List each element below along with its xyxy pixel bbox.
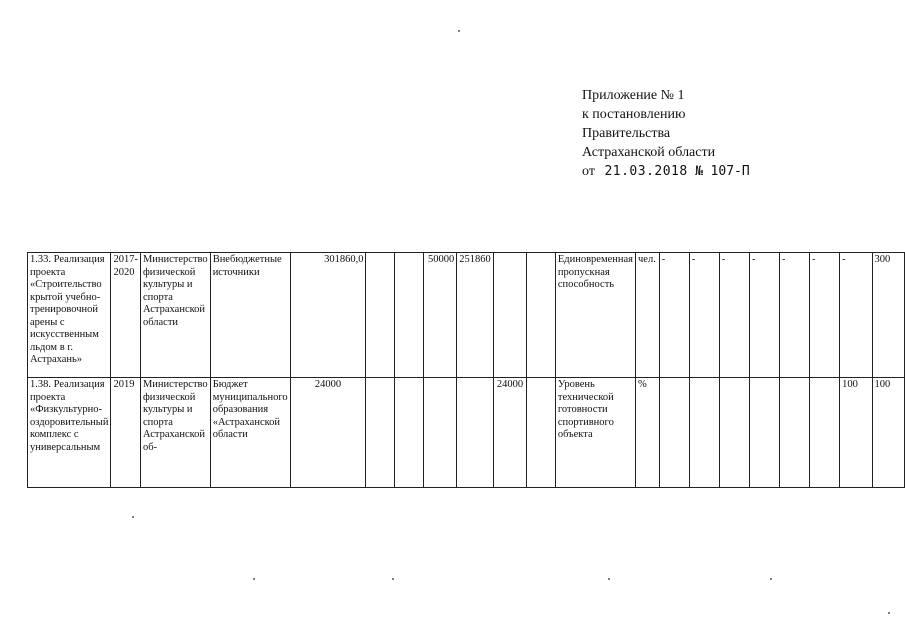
cell-measure-name: 1.33. Реализация проекта «Строительство крытой учебно-тренировочной арены с искусственным льдом в г. Астрахань» [28, 253, 111, 378]
scan-speck [608, 578, 610, 580]
cell-indicator-value [719, 378, 749, 488]
header-region-label: Астраханской области [582, 145, 716, 160]
cell-unit: чел. [636, 253, 660, 378]
cell-year-value [423, 378, 456, 488]
header-date-stamp: 21.03.2018 [604, 164, 688, 179]
cell-indicator-value: 100 [840, 378, 872, 488]
cell-total: 301860,0 [290, 253, 366, 378]
scan-speck [132, 516, 134, 518]
cell-indicator-value: - [780, 253, 810, 378]
cell-indicator-value [689, 378, 719, 488]
cell-indicator-value: - [840, 253, 872, 378]
scan-speck [770, 578, 772, 580]
header-government-label: Правительства [582, 126, 671, 141]
cell-executor: Министерство физической культуры и спорта Астраханской области [140, 253, 210, 378]
cell-funding-source: Внебюджетные источники [210, 253, 290, 378]
table-row [28, 378, 905, 488]
cell-measure-name: 1.38. Реализация проекта «Физкультурно-оздоровительный комплекс с универсальным [28, 378, 111, 488]
cell-indicator-value: - [810, 253, 840, 378]
cell-indicator-value [780, 378, 810, 488]
cell-indicator-value [749, 378, 779, 488]
cell-unit: % [636, 378, 660, 488]
cell-indicator-value: - [749, 253, 779, 378]
cell-indicator-value [659, 378, 689, 488]
scan-speck [458, 30, 460, 32]
scan-speck [392, 578, 394, 580]
cell-year-value: 24000 [493, 378, 526, 488]
header-appendix-number: Приложение № 1 [582, 88, 685, 103]
cell-year-value [527, 253, 556, 378]
program-table [27, 252, 905, 488]
cell-indicator-value: - [689, 253, 719, 378]
header-decree-label: к постановлению [582, 107, 686, 122]
header-date-prefix: от [582, 164, 595, 179]
cell-indicator-value: - [659, 253, 689, 378]
cell-indicator: Единовременная пропускная способность [555, 253, 635, 378]
header-decree-number: 107-П [710, 164, 750, 179]
cell-year-value: 251860 [457, 253, 494, 378]
cell-funding-source: Бюджет муниципального образования «Астраханской области [210, 378, 290, 488]
scan-speck [888, 612, 890, 614]
cell-years: 2019 [111, 378, 141, 488]
cell-year-value [395, 378, 424, 488]
cell-indicator: Уровень технической готовности спортивного объекта [555, 378, 635, 488]
cell-year-value [395, 253, 424, 378]
cell-total: 24000 [290, 378, 366, 488]
cell-year-value [457, 378, 494, 488]
cell-executor: Министерство физической культуры и спорта Астраханской об- [140, 378, 210, 488]
cell-year-value: 50000 [423, 253, 456, 378]
scan-speck [253, 578, 255, 580]
cell-indicator-value: - [719, 253, 749, 378]
document-header [582, 86, 750, 181]
cell-indicator-value: 100 [872, 378, 904, 488]
cell-indicator-value [810, 378, 840, 488]
cell-year-value [493, 253, 526, 378]
cell-year-value [366, 253, 395, 378]
cell-year-value [366, 378, 395, 488]
cell-year-value [527, 378, 556, 488]
header-date-line [582, 162, 750, 181]
header-number-sign: № [695, 164, 704, 179]
cell-indicator-value: 300 [872, 253, 904, 378]
table-row [28, 253, 905, 378]
cell-years: 2017-2020 [111, 253, 141, 378]
